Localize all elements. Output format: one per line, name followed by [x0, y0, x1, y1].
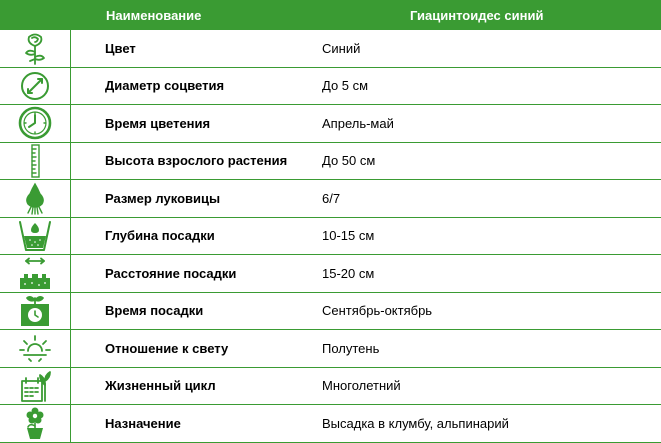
- row-label: Жизненный цикл: [105, 378, 216, 394]
- row-label: Время цветения: [105, 115, 211, 131]
- row-value: 15-20 см: [322, 265, 375, 281]
- table-row: [0, 218, 661, 256]
- table-row: [0, 368, 661, 406]
- table-row: [0, 143, 661, 181]
- row-label: Диаметр соцветия: [105, 78, 225, 94]
- row-label: Время посадки: [105, 303, 204, 319]
- row-label: Высота взрослого растения: [105, 153, 288, 169]
- row-value: Высадка в клумбу, альпинарий: [322, 415, 509, 431]
- row-label: Размер луковицы: [105, 190, 221, 206]
- row-value: Синий: [322, 40, 361, 56]
- table-row: [0, 105, 661, 143]
- row-value: Полутень: [322, 340, 380, 356]
- row-value: Многолетний: [322, 378, 401, 394]
- row-value: 6/7: [322, 190, 341, 206]
- planting-distance-icon: [18, 256, 52, 290]
- row-value: 10-15 см: [322, 228, 375, 244]
- table-row: [0, 30, 661, 68]
- header-value-label: Гиацинтоидес синий: [410, 7, 544, 23]
- row-label: Глубина посадки: [105, 228, 215, 244]
- planting-time-icon: [18, 294, 52, 328]
- rose-icon: [18, 31, 52, 65]
- ruler-icon: [18, 144, 52, 178]
- diameter-icon: [18, 69, 52, 103]
- table-row: [0, 68, 661, 106]
- sun-icon: [18, 331, 52, 365]
- row-value: До 5 см: [322, 78, 369, 94]
- table-header: [0, 0, 661, 30]
- table-row: [0, 255, 661, 293]
- table-row: [0, 330, 661, 368]
- table-row: [0, 293, 661, 331]
- table-row: [0, 405, 661, 443]
- row-label: Назначение: [105, 415, 181, 431]
- row-value: Апрель-май: [322, 115, 394, 131]
- row-value: Сентябрь-октябрь: [322, 303, 433, 319]
- header-name-label: Наименование: [106, 7, 202, 23]
- row-label: Расстояние посадки: [105, 265, 237, 281]
- bulb-icon: [18, 181, 52, 215]
- clock-icon: [18, 106, 52, 140]
- life-cycle-icon: [18, 369, 52, 403]
- row-label: Цвет: [105, 40, 136, 56]
- row-value: До 50 см: [322, 153, 376, 169]
- flower-pot-icon: [18, 406, 52, 440]
- planting-depth-icon: [18, 219, 52, 253]
- table-row: [0, 180, 661, 218]
- row-label: Отношение к свету: [105, 340, 229, 356]
